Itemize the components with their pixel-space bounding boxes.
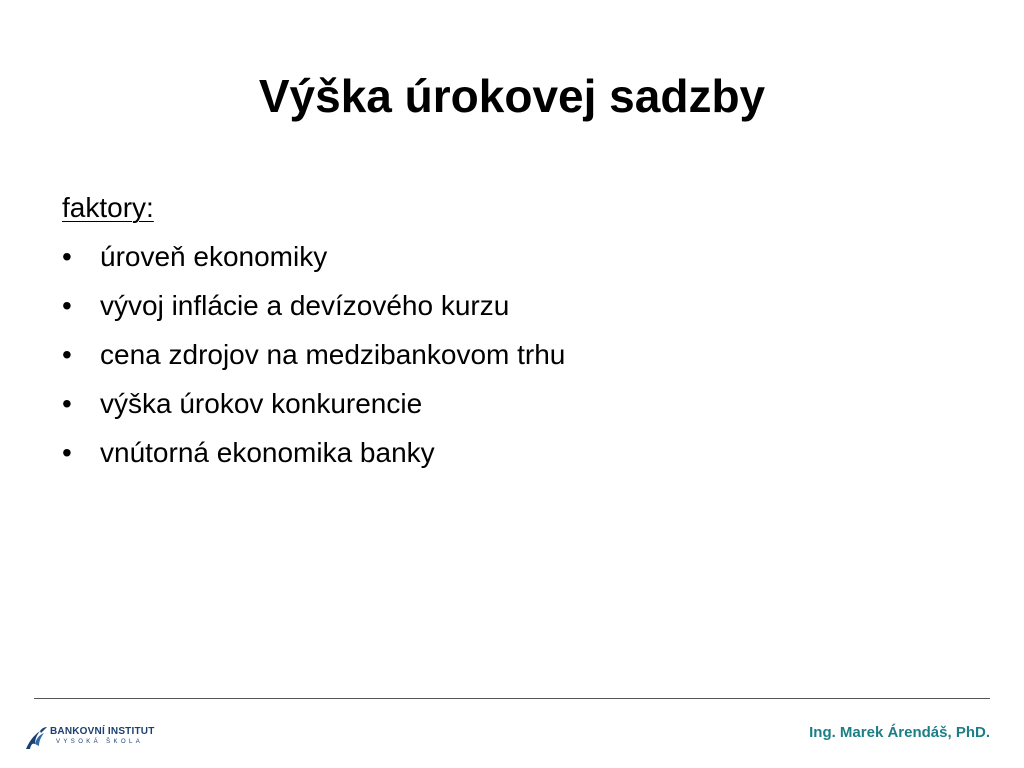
- bullet-icon: •: [62, 241, 72, 272]
- bullet-icon: •: [62, 388, 72, 419]
- factor-list: [62, 236, 962, 473]
- list-item-text: vývoj inflácie a devízového kurzu: [100, 290, 510, 321]
- slide-title: Výška úrokovej sadzby: [258, 70, 766, 122]
- bullet-icon: •: [62, 339, 72, 370]
- bullet-icon: •: [62, 437, 72, 468]
- footer-divider: [34, 698, 990, 699]
- list-item-text: vnútorná ekonomika banky: [100, 437, 435, 468]
- bullet-icon: •: [62, 290, 72, 321]
- author-name: Ing. Marek Árendáš, PhD.: [809, 724, 990, 741]
- list-item: [62, 285, 962, 326]
- logo-name: BANKOVNÍ INSTITUT: [50, 726, 155, 737]
- institution-logo: [24, 724, 184, 750]
- bird-logo-icon: [24, 724, 48, 750]
- logo-subtitle: VYSOKÁ ŠKOLA: [56, 739, 144, 745]
- list-item: [62, 383, 962, 424]
- list-item: [62, 236, 962, 277]
- slide-content: [62, 188, 962, 481]
- section-label-factors: faktory:: [62, 192, 154, 223]
- list-item: [62, 432, 962, 473]
- list-item-text: cena zdrojov na medzibankovom trhu: [100, 339, 566, 370]
- list-item-text: úroveň ekonomiky: [100, 241, 328, 272]
- list-item-text: výška úrokov konkurencie: [100, 388, 423, 419]
- list-item: [62, 334, 962, 375]
